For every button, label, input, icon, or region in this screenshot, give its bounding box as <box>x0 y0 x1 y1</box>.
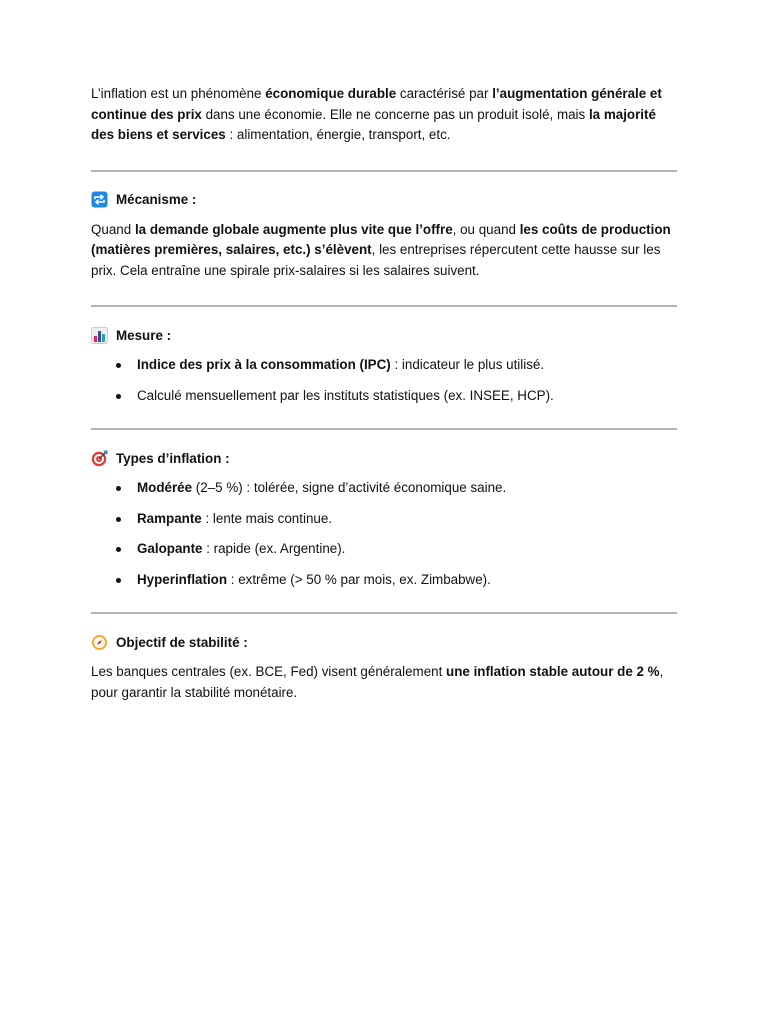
section-mesure <box>91 307 677 406</box>
mecanisme-text-3: , les entreprises répercutent cette hausse sur les prix. Cela entraîne une spirale prix-salaires si les salaires suivent. <box>91 242 661 278</box>
bullet-icon <box>116 547 121 552</box>
intro-text-1: L’inflation est un phénomène <box>91 86 266 101</box>
compass-icon <box>91 634 108 651</box>
mesure-list <box>91 355 677 406</box>
intro-text-3: dans une économie. Elle ne concerne pas un produit isolé, mais <box>201 106 589 122</box>
list-item-text: : extrême (> 50 % par mois, ex. Zimbabwe). <box>227 571 491 587</box>
intro-text-2: caractérisé par <box>396 86 493 101</box>
bullet-icon <box>116 394 121 399</box>
section-heading <box>91 448 677 468</box>
objectif-text-2: , pour garantir la stabilité monétaire. <box>91 664 664 700</box>
list-item <box>91 355 677 376</box>
objectif-text-1: Les banques centrales (ex. BCE, Fed) visent généralement <box>91 664 447 679</box>
list-item-bold: Galopante <box>137 541 203 556</box>
section-heading-label: Mécanisme : <box>116 192 197 207</box>
section-types <box>91 430 677 590</box>
intro-bold-3: la majorité des biens et services <box>91 106 656 142</box>
mecanisme-text-2: , ou quand <box>452 221 520 237</box>
section-heading-label: Objectif de stabilité : <box>116 634 248 650</box>
section-heading <box>91 325 677 345</box>
section-mecanisme <box>91 172 677 282</box>
list-item <box>91 509 677 530</box>
section-heading-label: Mesure : <box>116 327 172 343</box>
list-item <box>91 570 677 591</box>
list-item-bold: Hyperinflation <box>137 571 228 587</box>
list-item-text: : lente mais continue. <box>201 510 333 526</box>
bullet-icon <box>116 363 121 368</box>
bullet-icon <box>116 578 121 583</box>
list-item-text: (2–5 %) : tolérée, signe d’activité économique saine. <box>192 480 507 495</box>
intro-paragraph <box>91 84 677 146</box>
mecanisme-bold-1: la demande globale augmente plus vite que l’offre <box>134 221 453 237</box>
bullet-icon <box>116 486 121 491</box>
intro-text-4: : alimentation, énergie, transport, etc. <box>225 127 451 142</box>
section-heading-label: Types d’inflation : <box>116 450 230 466</box>
bar-chart-icon <box>91 327 108 344</box>
section-objectif <box>91 614 677 703</box>
list-item-text: : indicateur le plus utilisé. <box>390 357 545 372</box>
list-item <box>91 386 677 407</box>
list-item-bold: Rampante <box>137 510 202 526</box>
section-heading <box>91 190 677 210</box>
objectif-bold-1: une inflation stable autour de 2 % <box>446 664 660 679</box>
types-list <box>91 478 677 590</box>
target-icon <box>91 450 108 467</box>
list-item-bold: Indice des prix à la consommation (IPC) <box>137 357 391 372</box>
list-item-bold: Modérée <box>137 480 193 495</box>
section-heading <box>91 632 677 652</box>
document-content <box>91 84 677 727</box>
mecanisme-bold-2: les coûts de production (matières premières, salaires, etc.) s’élèvent <box>91 221 671 257</box>
bullet-icon <box>116 517 121 522</box>
list-item-text: Calculé mensuellement par les instituts statistiques (ex. INSEE, HCP). <box>137 387 554 403</box>
list-item <box>91 478 677 499</box>
list-item <box>91 539 677 560</box>
mecanisme-paragraph <box>91 220 677 282</box>
mecanisme-text-1: Quand <box>91 221 135 237</box>
intro-bold-1: économique durable <box>265 86 397 101</box>
repeat-icon <box>91 191 108 208</box>
objectif-paragraph <box>91 662 677 703</box>
intro-bold-2: l’augmentation générale et continue des prix <box>91 86 662 122</box>
list-item-text: : rapide (ex. Argentine). <box>202 541 346 556</box>
